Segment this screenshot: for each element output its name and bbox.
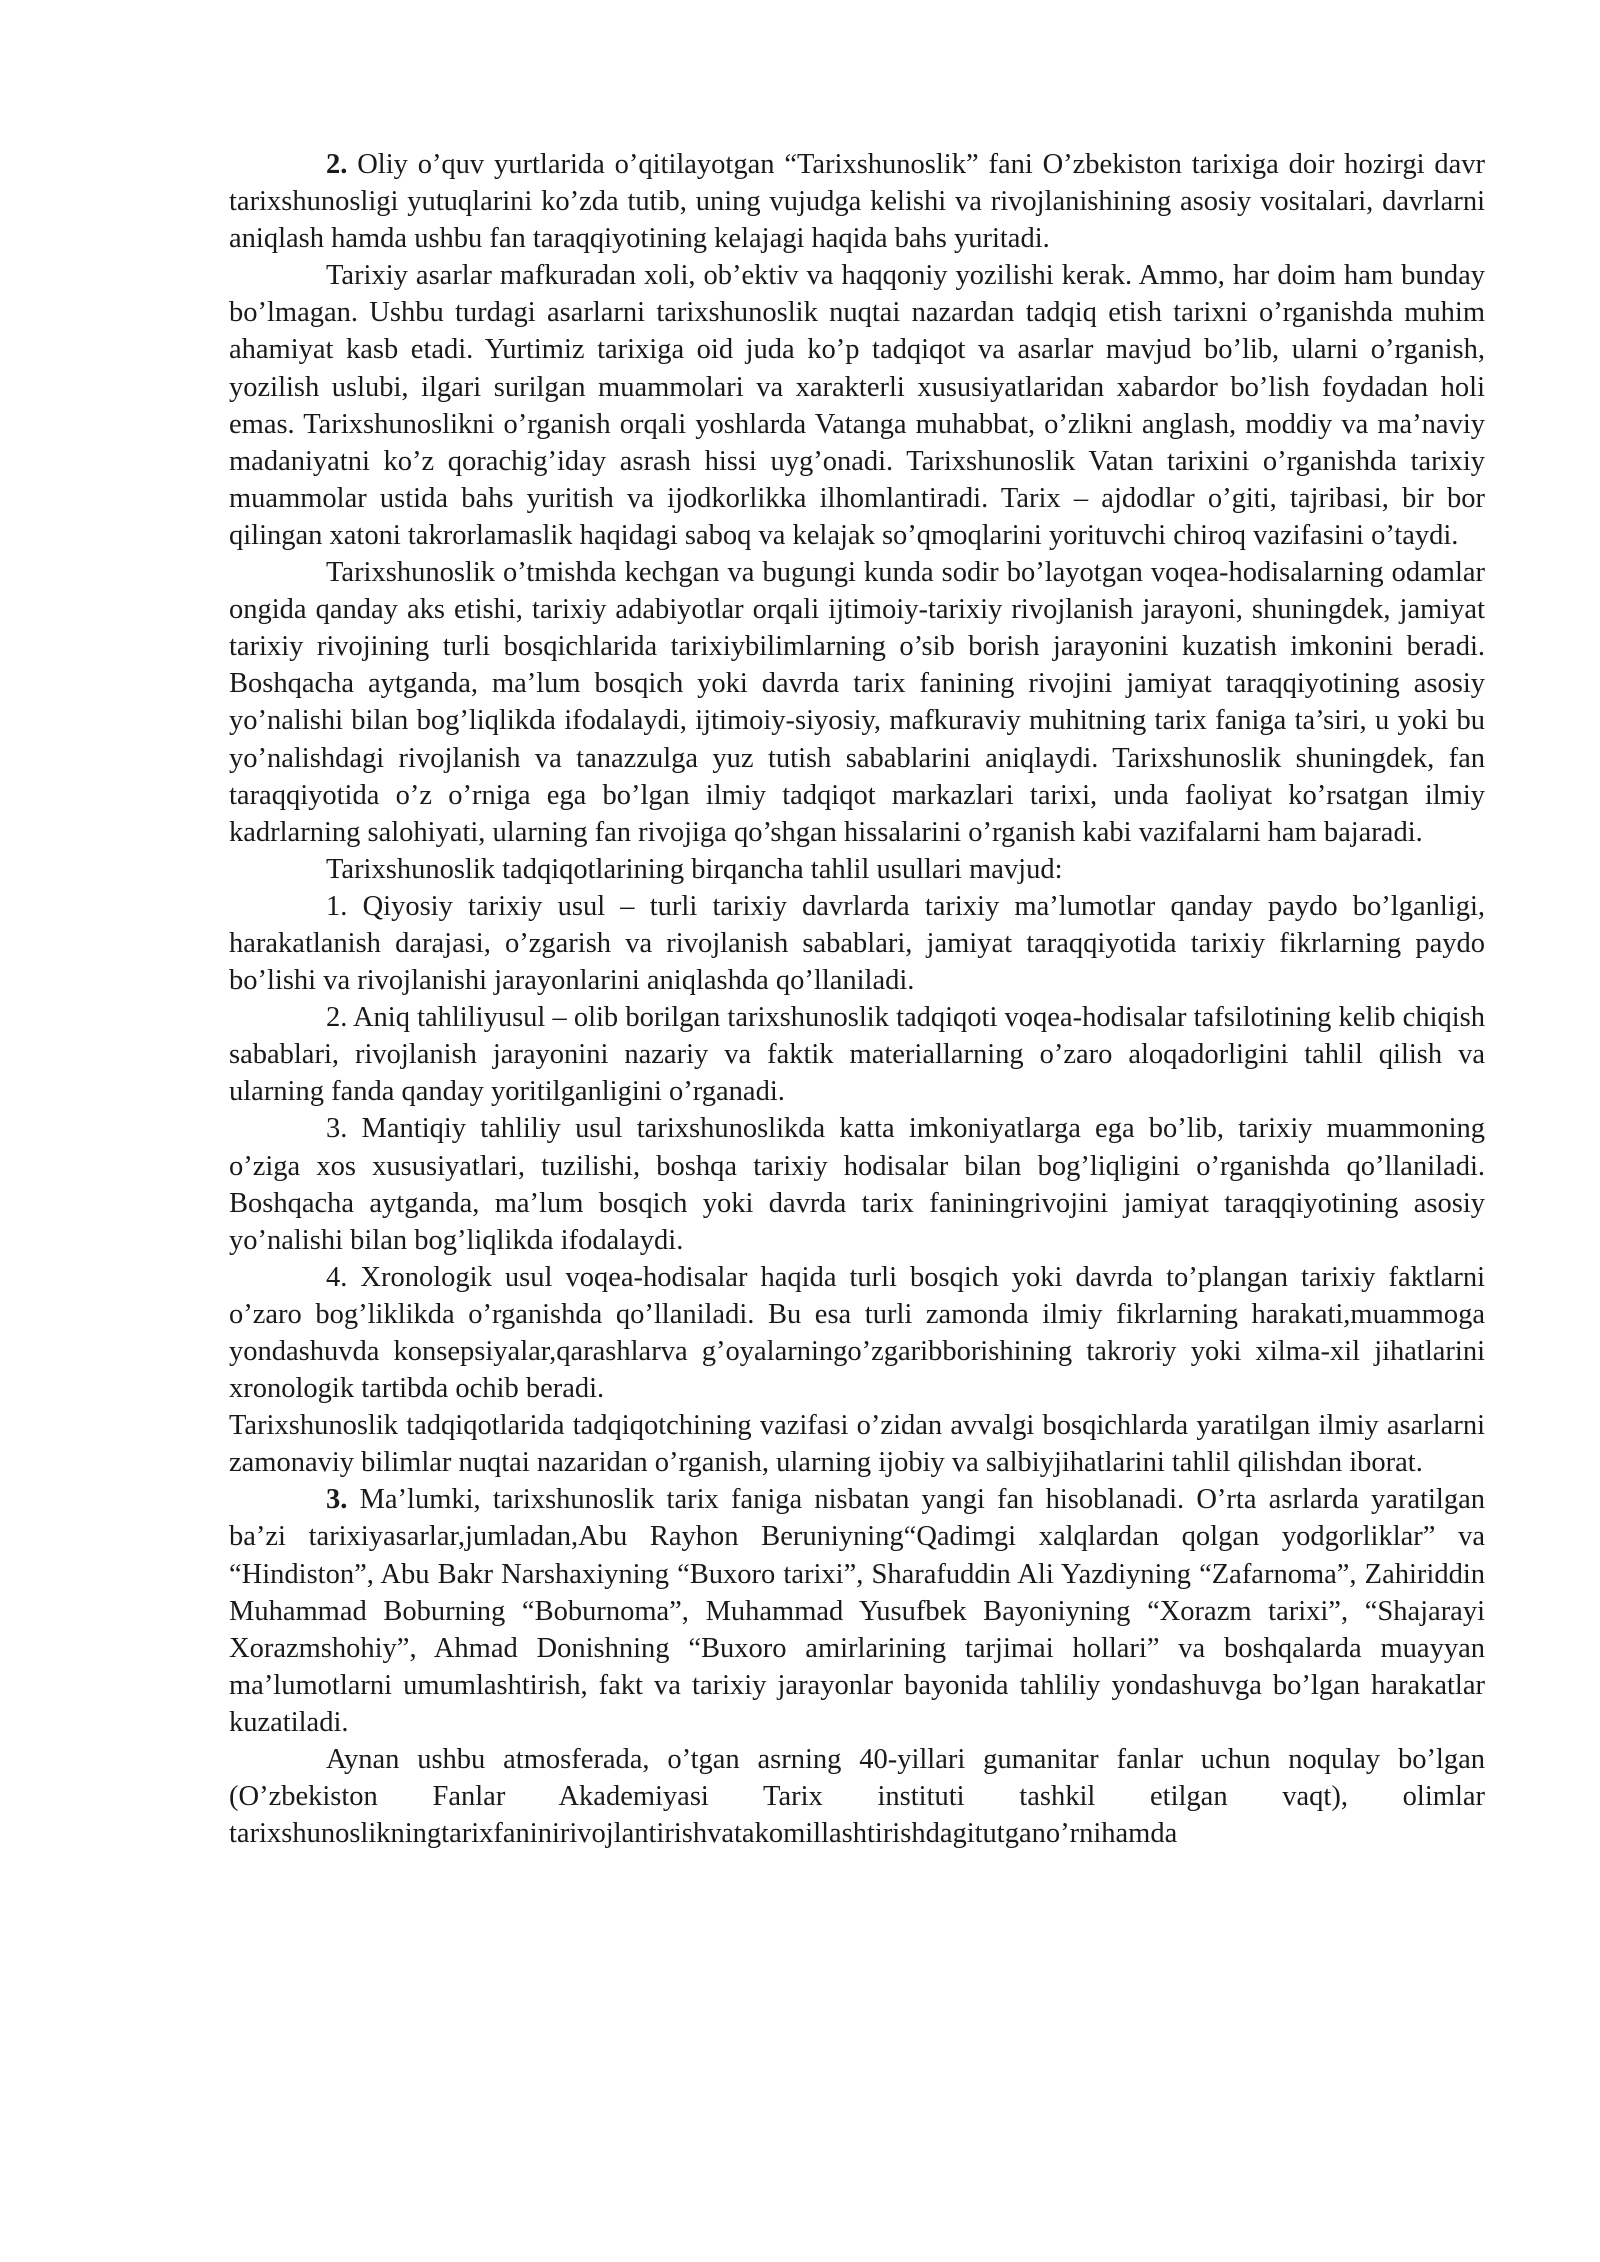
method-item-1: 1. Qiyosiy tarixiy usul – turli tarixiy davrlarda tarixiy ma’lumotlar qanday paydo bo’lganligi, harakatlanish darajasi, o’zgarish va rivojlanish sabablari, jamiyat taraqqiyotida tarixiy fikrlarning paydo bo’lishi va rivojlanishi jarayonlarini aniqlashda qo’llaniladi. <box>229 890 1485 997</box>
method-item-4: 4. Xronologik usul voqea-hodisalar haqida turli bosqich yoki davrda to’plangan tarixiy faktlarni o’zaro bog’liklikda o’rganishda qo’llaniladi. Bu esa turli zamonda ilmiy fikrlarning harakati,muammoga yondashuvda konsepsiyalar,qarashlarva g’oyalarningo’zgaribborishining takroriy yoki xilma-xil jihatlarini xronologik tartibda ochib beradi. <box>229 1261 1485 1405</box>
paragraph-methods-intro: Tarixshunoslik tadqiqotlarining birqancha tahlil usullari mavjud: <box>326 853 1063 885</box>
paragraph: Tarixshunoslik tadqiqotlarida tadqiqotchining vazifasi o’zidan avvalgi bosqichlarda yaratilgan ilmiy asarlarni zamonaviy bilimlar nuqtai nazaridan o’rganish, ularning ijobiy va salbiyjihatlarini tahlil qilishdan iborat. <box>229 1410 1485 1479</box>
paragraph: Aynan ushbu atmosferada, o’tgan asrning 40-yillari gumanitar fanlar uchun noqulay bo’lgan (O’zbekiston Fanlar Akademiyasi Tarix instituti tashkil etilgan vaqt), olimlar tarixshunoslikningtarixfaninirivojlantirishvatakomillashtirishdagitutgano’rnihamda <box>229 1744 1485 1850</box>
method-item-3: 3. Mantiqiy tahliliy usul tarixshunoslikda katta imkoniyatlarga ega bo’lib, tarixiy muammoning o’ziga xos xususiyatlari, tuzilishi, boshqa tarixiy hodisalar bilan bog’liqligini o’rganishda qo’llaniladi. Boshqacha aytganda, ma’lum bosqich yoki davrda tarix faniningrivojini jamiyat taraqqiyotining asosiy yo’nalishi bilan bog’liqlikda ifodalaydi. <box>229 1113 1485 1256</box>
document-page <box>229 146 1485 1852</box>
paragraph: Tarixiy asarlar mafkuradan xoli, ob’ektiv va haqqoniy yozilishi kerak. Ammo, har doim ham bunday bo’lmagan. Ushbu turdagi asarlarni tarixshunoslik nuqtai nazardan tadqiq etish tarixni o’rganishda muhim ahamiyat kasb etadi. Yurtimiz tarixiga oid juda ko’p tadqiqot va asarlar mavjud bo’lib, ularni o’rganish, yozilish uslubi, ilgari surilgan muammolari va xarakterli xususiyatlaridan xabardor bo’lish foydadan holi emas. Tarixshunoslikni o’rganish orqali yoshlarda Vatanga muhabbat, o’zlikni anglash, moddiy va ma’naviy madaniyatni ko’z qorachig’iday asrash hissi uyg’onadi. Tarixshunoslik Vatan tarixini o’rganishda tarixiy muammolar ustida bahs yuritish va ijodkorlikka ilhomlantiradi. Tarix – ajdodlar o’giti, tajribasi, bir bor qilingan xatoni takrorlamaslik haqidagi saboq va kelajak so’qmoqlarini yorituvchi chiroq vazifasini o’taydi. <box>229 260 1485 551</box>
section-number: 2. <box>326 149 348 180</box>
section-number: 3. <box>326 1484 348 1516</box>
paragraph-text: Ma’lumki, tarixshunoslik tarix faniga nisbatan yangi fan hisoblanadi. O’rta asrlarda yaratilgan ba’zi tarixiyasarlar,jumladan,Abu Rayhon Beruniyning“Qadimgi xalqlardan qolgan yodgorliklar” va “Hindiston”, Abu Bakr Narshaxiyning “Buxoro tarixi”, Sharafuddin Ali Yazdiyning “Zafarnoma”, Zahiriddin Muhammad Boburning “Boburnoma”, Muhammad Yusufbek Bayoniyning “Xorazm tarixi”, “Shajarayi Xorazmshohiy”, Ahmad Donishning “Buxoro amirlarining tarjimai hollari” va boshqalarda muayyan ma’lumotlarni umumlashtirish, fakt va tarixiy jarayonlar bayonida tahliliy yondashuvga bo’lgan harakatlar kuzatiladi. <box>229 1484 1485 1738</box>
paragraph-text: Oliy o’quv yurtlarida o’qitilayotgan “Tarixshunoslik” fani O’zbekiston tarixiga doir hozirgi davr tarixshunosligi yutuqlarini ko’zda tutib, uning vujudga kelishi va rivojlanishining asosiy vositalari, davrlarni aniqlash hamda ushbu fan taraqqiyotining kelajagi haqida bahs yuritadi. <box>229 149 1485 255</box>
paragraph: Tarixshunoslik o’tmishda kechgan va bugungi kunda sodir bo’layotgan voqea-hodisalarning odamlar ongida qanday aks etishi, tarixiy adabiyotlar orqali ijtimoiy-tarixiy rivojlanish jarayoni, shuningdek, jamiyat tarixiy rivojining turli bosqichlarida tarixiybilimlarning o’sib borish jarayonini kuzatish imkonini beradi. Boshqacha aytganda, ma’lum bosqich yoki davrda tarix fanining rivojini jamiyat taraqqiyotining asosiy yo’nalishi bilan bog’liqlikda ifodalaydi, ijtimoiy-siyosiy, mafkuraviy muhitning tarix faniga ta’siri, u yoki bu yo’nalishdagi rivojlanish va tanazzulga yuz tutish sabablarini aniqlaydi. Tarixshunoslik shuningdek, fan taraqqiyotida o’z o’rniga ega bo’lgan ilmiy tadqiqot markazlari tarixi, unda faoliyat ko’rsatgan ilmiy kadrlarning salohiyati, ularning fan rivojiga qo’shgan hissalarini o’rganish kabi vazifalarni ham bajaradi. <box>229 557 1485 848</box>
paragraph-section-3 <box>229 1481 1485 1741</box>
paragraph-section-2 <box>229 146 1485 257</box>
method-item-2: 2. Aniq tahliliyusul – olib borilgan tarixshunoslik tadqiqoti voqea-hodisalar tafsilotining kelib chiqish sabablari, rivojlanish jarayonini nazariy va faktik materiallarning o’zaro aloqadorligini tahlil qilish va ularning fanda qanday yoritilganligini o’rganadi. <box>229 1002 1485 1108</box>
